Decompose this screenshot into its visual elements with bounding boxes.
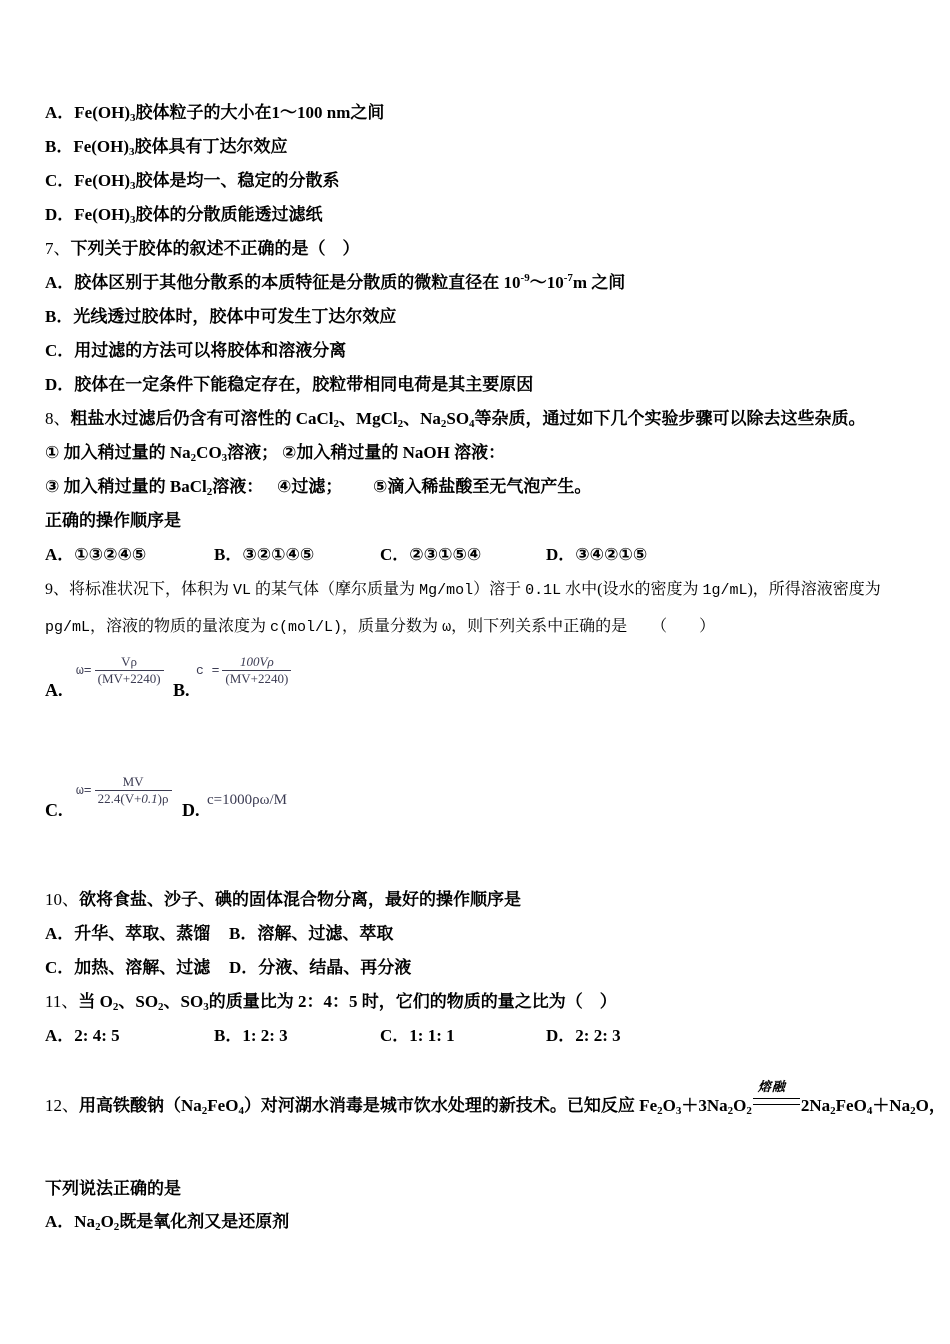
mono-text: c(mol/L): [270, 619, 343, 636]
q8-step-4: ④过滤；: [277, 477, 343, 496]
subscript: 2: [910, 1105, 916, 1117]
q10-option-a: A．升华、萃取、蒸馏: [45, 924, 211, 943]
italic-text: 100Vρ: [240, 654, 274, 669]
q6-option-a: A．$Fe(OH)_3$胶体粒子的大小在1～100 nm之间: [45, 103, 385, 124]
q9-stem-line-2: pg/mL，溶液的物质的量浓度为 c(mol/L)，质量分数为 ω，则下列关系中正确的是 （ ）: [45, 618, 716, 636]
q8-step-5: ⑤滴入稀盐酸至无气泡产生。: [373, 477, 592, 496]
q8-prompt: 正确的操作顺序是: [45, 511, 181, 530]
q8-option-d: D．③④②①⑤: [546, 545, 648, 564]
fraction-denominator: (MV+2240): [95, 670, 164, 686]
fraction-numerator: MV: [122, 774, 144, 789]
question-number: 9、: [45, 581, 70, 598]
q6-option-b: B．$Fe(OH)_3$胶体具有丁达尔效应: [45, 137, 288, 158]
q11-option-a: A．2: 4: 5: [45, 1026, 120, 1045]
q7-option-d: D．胶体在一定条件下能稳定存在，胶粒带相同电荷是其主要原因: [45, 375, 534, 394]
q6-option-c: C．$Fe(OH)_3$胶体是均一、稳定的分散系: [45, 171, 340, 192]
mono-text: 0.1L: [525, 582, 562, 599]
fraction: [95, 775, 172, 806]
q8-option-b: B．③②①④⑤: [214, 545, 315, 564]
formula-option-a: [76, 655, 164, 686]
subscript: 4: [469, 418, 475, 430]
fraction-denominator: (MV+2240): [222, 670, 291, 686]
subscript: 2: [201, 1105, 208, 1117]
question-number: 12、: [45, 1096, 79, 1115]
subscript: 3: [203, 1001, 209, 1013]
fraction-numerator: Vρ: [121, 654, 138, 669]
q11-option-b: B．1: 2: 3: [214, 1026, 288, 1045]
subscript: 2: [727, 1105, 734, 1117]
subscript: 2: [440, 418, 447, 430]
subscript: 2: [95, 1221, 101, 1233]
q10-option-b: B．溶解、过滤、萃取: [229, 924, 394, 943]
subscript: 2: [190, 452, 197, 464]
q11-stem: 11、当 $O_2$、$SO_2$、$SO_3$的质量比为 2：4：5 时，它们的物质的量之比为（ ）: [45, 992, 617, 1013]
subscript: 2: [113, 1221, 120, 1233]
q9-stem-line-1: 9、将标准状况下，体积为 VL 的某气体（摩尔质量为 Mg/mol）溶于 0.1L 水中(设水的密度为 1g/mL)，所得溶液密度为: [45, 581, 881, 599]
subscript: 2: [158, 1001, 164, 1013]
formula-option-d: c=1000ρω/M: [207, 792, 287, 808]
subscript: 3: [129, 214, 136, 226]
q8-step-2: ②加入稍过量的 NaOH 溶液：: [282, 443, 506, 462]
subscript: 2: [333, 418, 340, 430]
q12-stem-equation: 12、用高铁酸钠$(Na_2FeO_4)$对河湖水消毒是城市饮水处理的新技术。已知反应 $Fe_2O_3+3Na_2O_2$ 熔融 $2Na_2FeO_4+Na_2O$，: [45, 1079, 946, 1117]
q9-option-c-label: C.: [45, 800, 63, 820]
q12-prompt: 下列说法正确的是: [45, 1179, 181, 1198]
fraction-numerator: [236, 655, 278, 670]
formula-lhs: ω=: [76, 782, 92, 798]
subscript: 3: [129, 180, 136, 192]
subscript: 4: [238, 1105, 244, 1117]
reaction-condition-label: 熔融: [757, 1079, 786, 1094]
question-number: 7、: [45, 239, 71, 258]
q7-option-c: C．用过滤的方法可以将胶体和溶液分离: [45, 341, 347, 360]
q8-stem: 8、粗盐水过滤后仍含有可溶性的 CaCl$_2$、MgCl$_2$、$Na_2SO_4$等杂质，通过如下几个实验步骤可以除去这些杂质。: [45, 409, 866, 430]
reaction-condition-double-bond: [753, 1079, 800, 1105]
superscript: -7: [563, 272, 573, 284]
q10-option-d: D．分液、结晶、再分液: [229, 958, 412, 977]
q10-stem: 10、欲将食盐、沙子、碘的固体混合物分离，最好的操作顺序是: [45, 890, 521, 909]
subscript: 2: [657, 1105, 663, 1117]
mono-text: pg/mL: [45, 619, 91, 636]
q7-stem: 7、下列关于胶体的叙述不正确的是（ ）: [45, 239, 360, 258]
mono-text: ω: [442, 619, 452, 636]
mono-text: 1g/mL: [702, 582, 748, 599]
subscript: 2: [112, 1001, 119, 1013]
formula-lhs: c =: [196, 662, 220, 678]
q11-option-c: C．1: 1: 1: [380, 1026, 455, 1045]
subscript: 3: [129, 146, 135, 158]
formula-lhs: ω=: [76, 662, 92, 678]
subscript: 4: [866, 1105, 873, 1117]
fraction: [222, 655, 291, 686]
formula-option-b: [196, 655, 291, 686]
mono-text: Mg/mol: [419, 582, 474, 599]
q8-step-3: ③ 加入稍过量的 BaCl$_2$溶液：: [45, 477, 264, 498]
q7-option-b: B．光线透过胶体时，胶体中可发生丁达尔效应: [45, 307, 397, 326]
superscript: -9: [520, 272, 530, 284]
fraction: [95, 655, 164, 686]
question-number: 10、: [45, 890, 79, 909]
q8-option-a: A．①③②④⑤: [45, 545, 147, 564]
q11-option-d: D．2: 2: 3: [546, 1026, 621, 1045]
q6-option-d: D．$Fe(OH)_3$胶体的分散质能透过滤纸: [45, 205, 323, 226]
subscript: 3: [675, 1105, 682, 1117]
q9-option-d-label: D.: [182, 800, 200, 820]
q12-option-a: A．$Na_2O_2$既是氧化剂又是还原剂: [45, 1212, 290, 1233]
subscript: 3: [221, 452, 228, 464]
subscript: 2: [206, 486, 213, 498]
subscript: 2: [746, 1105, 752, 1117]
q7-option-a: A．胶体区别于其他分散系的本质特征是分散质的微粒直径在 $10^{-9}\sim 10^{-7}m$ 之间: [45, 272, 626, 292]
q9-option-a-label: A.: [45, 680, 63, 700]
q8-option-c: C．②③①⑤④: [380, 545, 482, 564]
fraction-denominator: 22.4(V+0.1)ρ: [95, 790, 172, 806]
subscript: 2: [830, 1105, 836, 1117]
question-number: 11、: [45, 992, 79, 1011]
formula-option-c: [76, 775, 172, 806]
q9-option-b-label: B.: [173, 680, 190, 700]
subscript: 2: [397, 418, 404, 430]
subscript: 3: [129, 112, 136, 124]
q10-option-c: C．加热、溶解、过滤: [45, 958, 211, 977]
mono-text: VL: [233, 582, 252, 599]
italic-text: 0.1: [141, 791, 158, 806]
q8-step-1: ① 加入稍过量的 $Na_2CO_3$溶液；: [45, 443, 279, 464]
question-number: 8、: [45, 409, 71, 428]
